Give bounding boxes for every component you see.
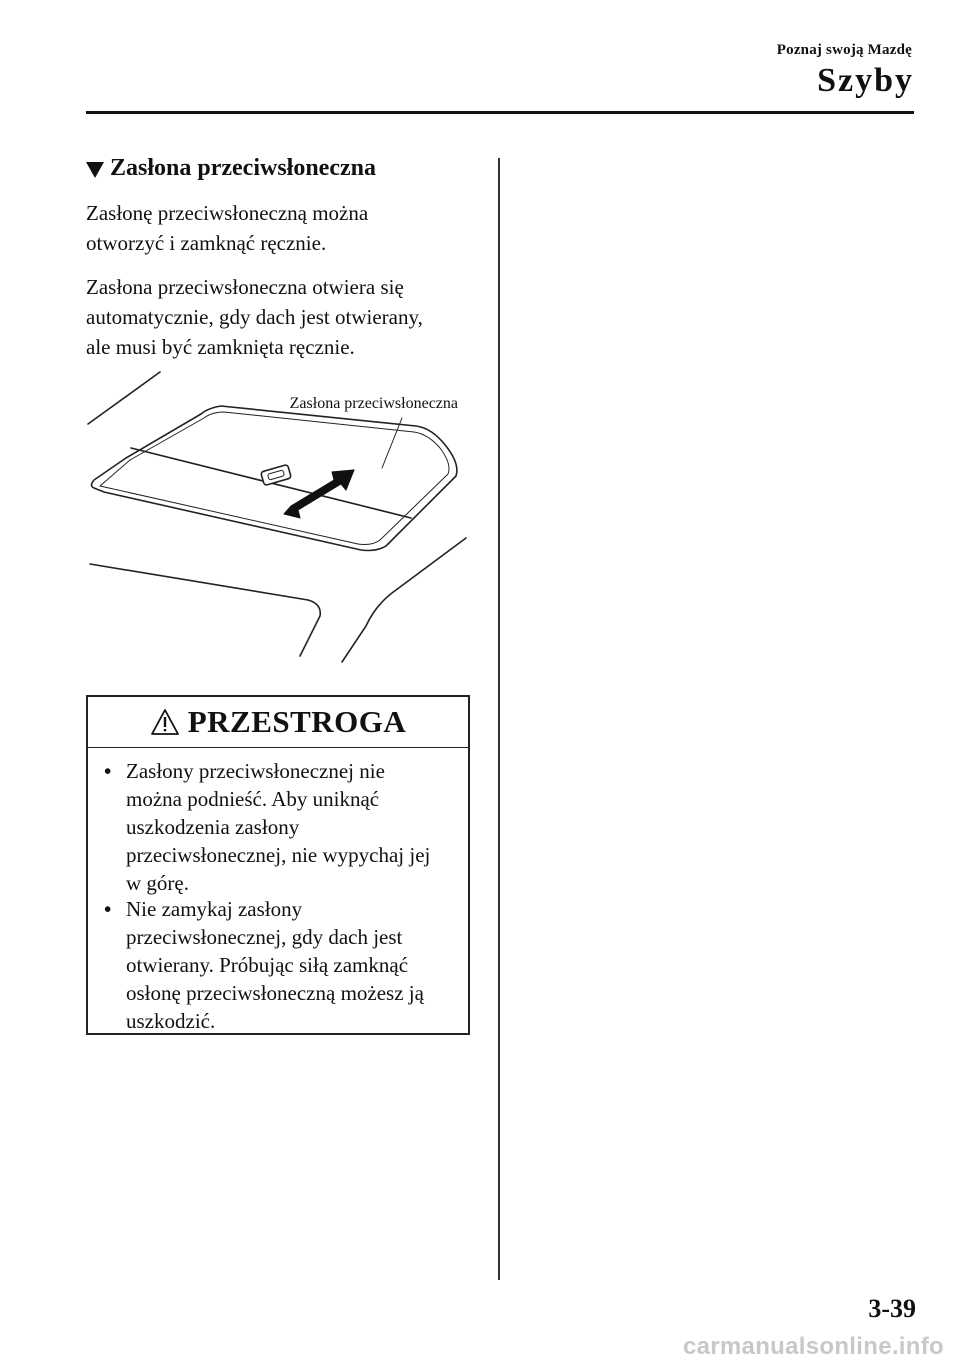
sunshade-illustration	[86, 368, 470, 668]
down-triangle-icon	[86, 162, 104, 178]
chapter-kicker: Poznaj swoją Mazdę	[776, 42, 912, 58]
bullet-line: Nie zamykaj zasłony	[126, 897, 303, 921]
bullet-line: w górę.	[126, 871, 189, 895]
a-pillar-line	[300, 600, 320, 656]
caution-header	[88, 697, 468, 748]
bullet-line: otwierany. Próbując siłą zamknąć	[126, 953, 409, 977]
caution-bullet	[104, 757, 430, 897]
figure-callout-label: Zasłona przeciwsłoneczna	[289, 395, 458, 412]
paragraph-line: Zasłona przeciwsłoneczna otwiera się	[86, 275, 404, 299]
caution-box	[86, 695, 470, 1035]
watermark: carmanualsonline.info	[682, 1333, 944, 1360]
handle-icon	[261, 464, 292, 485]
paragraph-line: automatycznie, gdy dach jest otwierany,	[86, 305, 423, 329]
headliner-edge-line	[90, 564, 308, 600]
paragraph-line: Zasłonę przeciwsłoneczną można	[86, 201, 369, 225]
page-title: Szyby	[817, 62, 914, 99]
warning-triangle-icon	[150, 708, 180, 736]
paragraph-line: ale musi być zamknięta ręcznie.	[86, 335, 355, 359]
bullet-dot-icon: •	[104, 897, 112, 921]
page-number: 3-39	[868, 1294, 916, 1323]
paragraph-manual-operation	[86, 198, 486, 258]
roof-edge-line	[88, 372, 160, 424]
b-pillar-line	[342, 538, 466, 662]
paragraph-automatic-operation	[86, 272, 486, 362]
bullet-line: przeciwsłonecznej, gdy dach jest	[126, 925, 403, 949]
caution-bullet	[104, 895, 424, 1035]
paragraph-line: otworzyć i zamknąć ręcznie.	[86, 231, 327, 255]
caution-title: PRZESTROGA	[187, 704, 407, 739]
section-heading-text: Zasłona przeciwsłoneczna	[110, 155, 376, 181]
bullet-line: osłonę przeciwsłoneczną możesz ją	[126, 981, 424, 1005]
bullet-dot-icon: •	[104, 759, 112, 783]
section-heading	[86, 155, 376, 182]
double-arrow-icon	[284, 470, 354, 518]
bullet-line: uszkodzić.	[126, 1009, 216, 1033]
callout-leader-line	[382, 418, 402, 468]
header-rule	[86, 111, 914, 114]
bullet-line: można podnieść. Aby uniknąć	[126, 787, 380, 811]
column-divider	[498, 158, 500, 1280]
bullet-line: przeciwsłonecznej, nie wypychaj jej	[126, 843, 431, 867]
bullet-line: Zasłony przeciwsłonecznej nie	[126, 759, 385, 783]
bullet-line: uszkodzenia zasłony	[126, 815, 300, 839]
